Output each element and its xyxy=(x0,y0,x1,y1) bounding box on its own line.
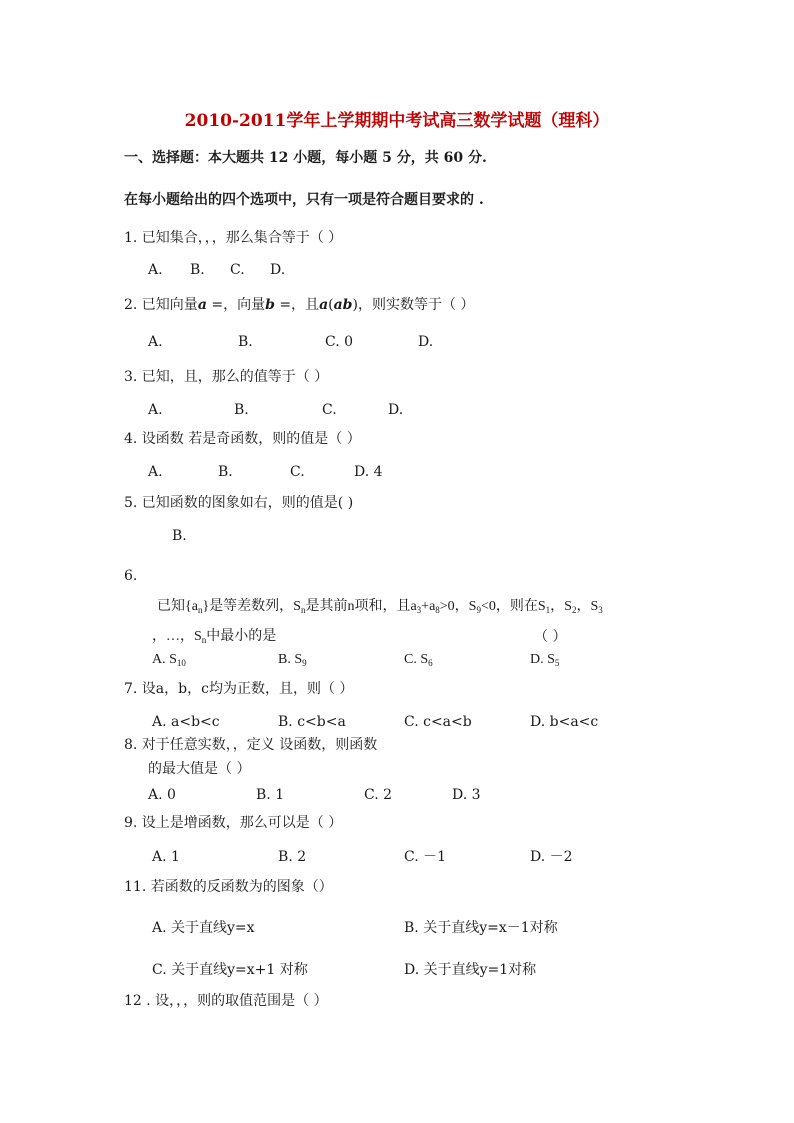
question-8-line-2: 的最大值是（ ） xyxy=(148,761,251,777)
q6-option-d xyxy=(530,651,559,669)
q7-option-c: C. c<a<b xyxy=(404,714,472,730)
q8-option-a: A. 0 xyxy=(148,787,176,803)
q6-text: 已知{a xyxy=(157,599,198,614)
q6-option-sub: 9 xyxy=(302,658,307,668)
q6-text: ，…，S xyxy=(152,629,202,644)
question-4: 4. 设函数 若是奇函数，则的值是（ ） xyxy=(124,431,361,447)
q2-paren-open: ( xyxy=(328,297,334,313)
q6-option-sub: 5 xyxy=(554,658,560,668)
q6-option-c xyxy=(404,651,433,669)
q2-text-eq1: =，向量 xyxy=(206,297,266,313)
q2-text-eq2: =，且 xyxy=(274,297,320,313)
q4-option-d: D. 4 xyxy=(354,464,383,480)
question-1: 1. 已知集合，，，那么集合等于（ ） xyxy=(124,230,343,246)
q6-sub: 8 xyxy=(435,605,440,615)
q2-vector-b: b xyxy=(265,297,275,313)
q6-option-sub: 10 xyxy=(176,658,186,668)
q2-vector-a: a xyxy=(197,297,207,313)
q6-sub: n xyxy=(197,605,203,615)
q4-option-c: C. xyxy=(290,464,305,480)
q6-option-a xyxy=(152,651,186,669)
question-9: 9. 设上是增函数，那么可以是（ ） xyxy=(124,815,343,831)
section-heading: 一、选择题：本大题共 12 小题，每小题 5 分，共 60 分. xyxy=(124,150,487,166)
question-12: 12 . 设，，，则的取值范围是（ ） xyxy=(124,993,328,1009)
q6-sub: 9 xyxy=(476,605,481,615)
q9-option-c: C. －1 xyxy=(404,849,447,865)
q6-text: <0，则在S xyxy=(480,599,546,614)
q4-option-a: A. xyxy=(148,464,163,480)
q3-option-b: B. xyxy=(234,402,249,418)
q8-option-c: C. 2 xyxy=(364,787,393,803)
q6-text: ，S xyxy=(550,599,572,614)
q3-option-a: A. xyxy=(148,402,163,418)
q6-option-b xyxy=(278,651,307,669)
q1-option-c: C. xyxy=(230,262,245,278)
question-8-line-1: 8. 对于任意实数，，定义 设函数，则函数 xyxy=(124,737,378,753)
q6-text: +a xyxy=(421,599,436,614)
q6-option-label: D. S xyxy=(530,652,555,667)
q11-option-d: D. 关于直线y=1对称 xyxy=(404,962,537,978)
q6-sub: 1 xyxy=(545,605,551,615)
q6-answer-paren: （ ） xyxy=(534,629,567,645)
q6-text: ，S xyxy=(576,599,599,614)
q9-option-b: B. 2 xyxy=(278,849,307,865)
question-5: 5. 已知函数的图象如右，则的值是( ) xyxy=(124,495,354,511)
q2-paren-close: ) xyxy=(352,297,358,313)
q2-option-a: A. xyxy=(148,334,163,350)
q6-sub: n xyxy=(201,635,207,645)
exam-title: 2010-2011学年上学期期中考试高三数学试题（理科） xyxy=(184,111,610,131)
q2-text-post: ，则实数等于（ ） xyxy=(357,297,475,313)
q9-option-d: D. －2 xyxy=(530,849,573,865)
q2-option-c: C. 0 xyxy=(325,334,354,350)
q5-option-b: B. xyxy=(172,528,187,544)
q6-text: 中最小的是 xyxy=(206,629,277,644)
question-6-number: 6. xyxy=(124,568,138,584)
q6-sub: 2 xyxy=(571,605,577,615)
q6-option-label: B. S xyxy=(278,652,303,667)
question-7: 7. 设a，b，c均为正数，且，则（ ） xyxy=(124,681,354,697)
question-2 xyxy=(124,296,474,314)
q6-sub: n xyxy=(300,605,306,615)
q1-option-d: D. xyxy=(270,262,286,278)
q6-option-label: A. S xyxy=(152,652,177,667)
q9-option-a: A. 1 xyxy=(152,849,180,865)
q11-option-a: A. 关于直线y=x xyxy=(152,920,255,936)
q1-option-b: B. xyxy=(190,262,205,278)
q6-option-label: C. S xyxy=(404,652,429,667)
q6-sub: 3 xyxy=(416,605,422,615)
q2-option-b: B. xyxy=(238,334,253,350)
q7-option-a: A. a<b<c xyxy=(152,714,220,730)
q3-option-c: C. xyxy=(322,402,337,418)
q11-option-b: B. 关于直线y=x－1对称 xyxy=(404,920,558,936)
q7-option-d: D. b<a<c xyxy=(530,714,599,730)
q2-option-d: D. xyxy=(418,334,434,350)
q2-vector-ab: ab xyxy=(333,297,353,313)
question-3: 3. 已知，且，那么的值等于（ ） xyxy=(124,369,329,385)
q2-text-pre: 2. 已知向量 xyxy=(124,297,198,313)
q6-text: }是等差数列，S xyxy=(202,599,301,614)
q1-option-a: A. xyxy=(148,262,163,278)
q6-sub: 3 xyxy=(598,605,603,615)
q2-vector-a2: a xyxy=(319,297,329,313)
q7-option-b: B. c<b<a xyxy=(278,714,346,730)
question-6-line-2 xyxy=(152,628,276,646)
question-6-line-1 xyxy=(157,598,603,616)
section-instruction: 在每小题给出的四个选项中，只有一项是符合题目要求的 . xyxy=(124,192,484,208)
q6-text: >0，S xyxy=(439,599,477,614)
q6-text: 是其前n项和，且a xyxy=(305,599,417,614)
q8-option-b: B. 1 xyxy=(256,787,285,803)
question-11: 11. 若函数的反函数为的图象（） xyxy=(124,879,333,895)
q11-option-c: C. 关于直线y=x+1 对称 xyxy=(152,962,308,978)
q6-option-sub: 6 xyxy=(428,658,433,668)
q4-option-b: B. xyxy=(218,464,233,480)
q8-option-d: D. 3 xyxy=(452,787,481,803)
q3-option-d: D. xyxy=(388,402,404,418)
